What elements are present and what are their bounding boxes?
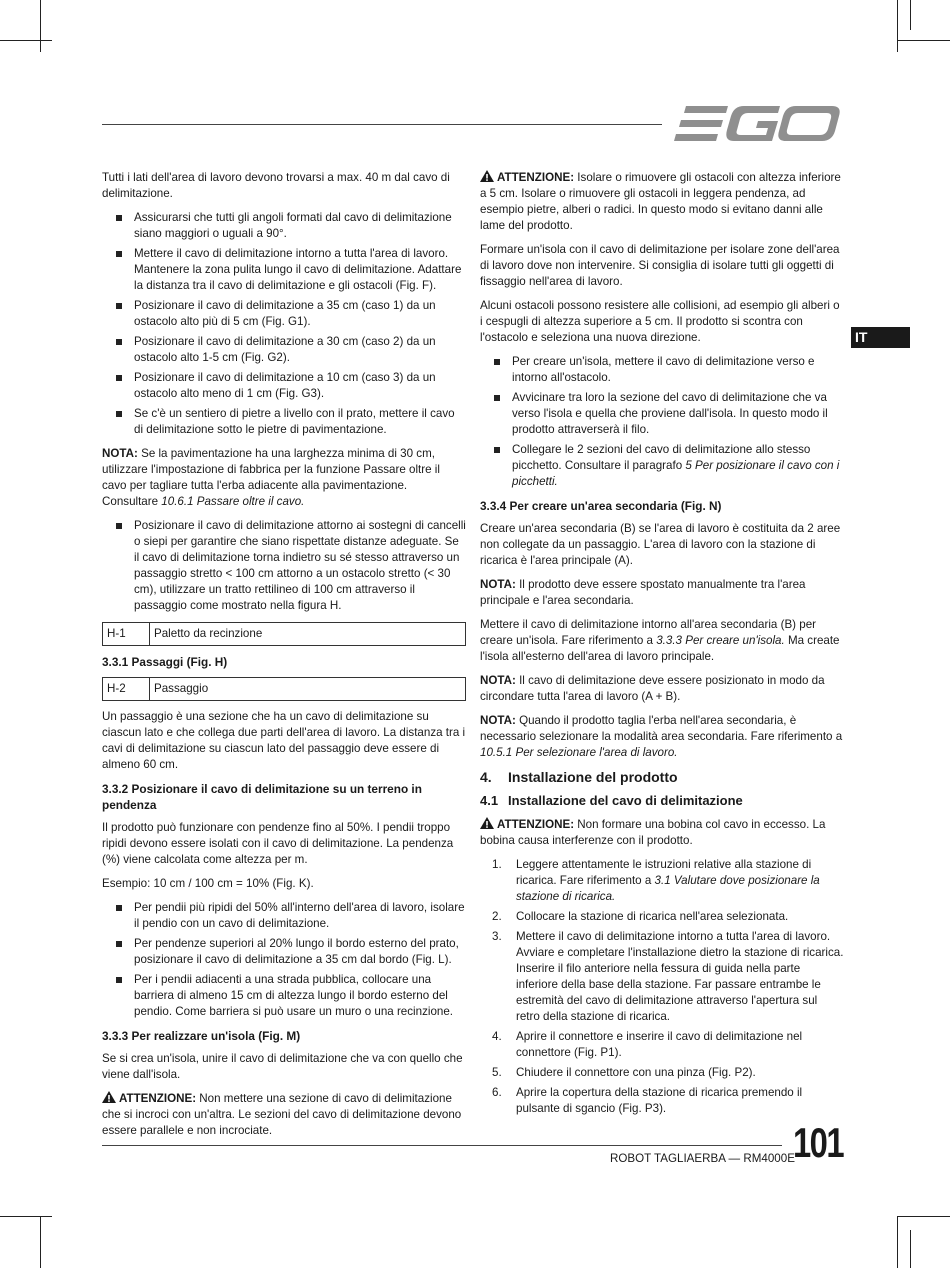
- table-row: [103, 678, 466, 701]
- body-text: Ma create l'isola all'esterno dell'area di lavoro principale.: [480, 634, 840, 663]
- intro-paragraph: Tutti i lati dell'area di lavoro devono trovarsi a max. 40 m dal cavo di delimitazione.: [102, 171, 450, 200]
- list-item: Per creare un'isola, mettere il cavo di delimitazione verso e intorno all'ostacolo.: [480, 354, 844, 386]
- warning-paragraph: [480, 170, 844, 234]
- list-item: [480, 1065, 844, 1081]
- warning-text: Isolare o rimuovere gli ostacoli con altezza inferiore a 5 cm. Isolare o rimuovere gli ostacoli in leggera pendenza, ad esempio pietre, alberi o radici. In questo modo si evitano danni alle lame del prodotto.: [480, 171, 841, 232]
- right-column: [480, 170, 844, 1121]
- step-number: 4.: [492, 1030, 502, 1043]
- warning-text: Non formare una bobina col cavo in eccesso. La bobina causa interferenze con il prodotto.: [480, 818, 826, 847]
- list-item: Assicurarsi che tutti gli angoli formati dal cavo di delimitazione siano maggiori o uguali a 90°.: [102, 210, 466, 242]
- list-item-text: Collegare le 2 sezioni del cavo di delimitazione allo stesso picchetto. Consultare il paragrafo: [512, 443, 811, 472]
- list-item: Se c'è un sentiero di pietre a livello con il prato, mettere il cavo di delimitazione sotto le pietre di pavimentazione.: [102, 406, 466, 438]
- crop-mark: [910, 0, 911, 30]
- section-heading: 3.3.4 Per creare un'area secondaria (Fig. N): [480, 499, 722, 513]
- note-paragraph: [480, 673, 844, 705]
- list-item: Posizionare il cavo di delimitazione a 10 cm (caso 3) da un ostacolo alto meno di 1 cm (Fig. G3).: [102, 370, 466, 402]
- cross-reference: 3.3.3 Per creare un'isola.: [656, 634, 785, 647]
- step-text: Aprire il connettore e inserire il cavo di delimitazione nel connettore (Fig. P1).: [516, 1030, 803, 1059]
- example-paragraph: Esempio: 10 cm / 100 cm = 10% (Fig. K).: [102, 877, 314, 890]
- warning-paragraph: [480, 817, 844, 849]
- note-paragraph: [480, 577, 844, 609]
- cross-reference: 5 Per posizionare il cavo con i picchetti.: [512, 459, 840, 488]
- numbered-list: [480, 857, 844, 1117]
- footer-model: ROBOT TAGLIAERBA — RM4000E: [610, 1152, 795, 1165]
- body-paragraph: [480, 617, 844, 665]
- bullet-list: [480, 354, 844, 490]
- section-heading: 3.3.2 Posizionare il cavo di delimitazione su un terreno in pendenza: [102, 782, 422, 812]
- bullet-list: [102, 518, 466, 614]
- page-number: 101: [793, 1119, 843, 1166]
- body-paragraph: Il prodotto può funzionare con pendenze fino al 50%. I pendii troppo ripidi devono essere isolati con il cavo di delimitazione. La pendenza (%) viene calcolata come altezza per m.: [102, 821, 454, 866]
- step-number: 6.: [492, 1086, 502, 1099]
- note-text: Quando il prodotto taglia l'erba nell'area secondaria, è necessario selezionare la modalità area secondaria. Fare riferimento a: [480, 714, 843, 743]
- step-text: Leggere attentamente le istruzioni relative alla stazione di ricarica. Fare riferimento a: [516, 858, 812, 887]
- warning-label: ATTENZIONE:: [119, 1092, 197, 1105]
- list-item: Posizionare il cavo di delimitazione a 30 cm (caso 2) da un ostacolo alto 1-5 cm (Fig. G2).: [102, 334, 466, 366]
- warning-label: ATTENZIONE:: [497, 818, 575, 831]
- list-item: Per pendenze superiori al 20% lungo il bordo esterno del prato, posizionare il cavo di delimitazione a 35 cm dal bordo (Fig. L).: [102, 936, 466, 968]
- body-text: Mettere il cavo di delimitazione intorno all'area secondaria (B) per creare un'isola. Fare riferimento a: [480, 618, 817, 647]
- step-text: Collocare la stazione di ricarica nell'area selezionata.: [516, 910, 789, 923]
- step-number: 3.: [492, 930, 502, 943]
- warning-icon: [102, 1091, 116, 1103]
- ego-logo: [672, 104, 842, 144]
- crop-mark: [897, 1216, 898, 1268]
- note-text: Il cavo di delimitazione deve essere posizionato in modo da circondare tutta l'area di lavoro (A + B).: [480, 674, 825, 703]
- list-item: Posizionare il cavo di delimitazione a 35 cm (caso 1) da un ostacolo alto più di 5 cm (Fig. G1).: [102, 298, 466, 330]
- crop-mark: [910, 1230, 911, 1268]
- section-heading: 3.3.3 Per realizzare un'isola (Fig. M): [102, 1029, 301, 1043]
- legend-code: H-1: [103, 623, 150, 646]
- subchapter-number: 4.1: [480, 793, 499, 808]
- note-label: NOTA:: [480, 674, 516, 687]
- list-item: [480, 1029, 844, 1061]
- note-paragraph: [102, 446, 466, 510]
- warning-icon: [480, 817, 494, 829]
- step-number: 1.: [492, 858, 502, 871]
- note-paragraph: [480, 713, 844, 761]
- left-column: [102, 170, 466, 1147]
- list-item: [480, 1085, 844, 1117]
- chapter-number: 4.: [480, 769, 492, 785]
- body-paragraph: Un passaggio è una sezione che ha un cavo di delimitazione su ciascun lato e che collega due parti dell'area di lavoro. La distanza tra i cavi di delimitazione su ciascun lato del passaggio deve essere di almeno 60 cm.: [102, 710, 466, 771]
- footer-rule: [102, 1145, 782, 1146]
- list-item: [480, 442, 844, 490]
- crop-mark: [40, 1216, 41, 1268]
- cross-reference: 3.1 Valutare dove posizionare la stazione di ricarica.: [516, 874, 820, 903]
- body-paragraph: Formare un'isola con il cavo di delimitazione per isolare zone dell'area di lavoro dove non intervenire. Si consiglia di isolare tutti gli oggetti di fissaggio nell'area di lavoro.: [480, 243, 840, 288]
- figure-legend-table: [102, 622, 466, 646]
- warning-text: Non mettere una sezione di cavo di delimitazione che si incroci con un'altra. Le sezioni del cavo di delimitazione devono essere parallele e non incrociate.: [102, 1092, 462, 1137]
- header-rule: [102, 124, 662, 125]
- note-label: NOTA:: [480, 578, 516, 591]
- crop-mark: [0, 1216, 52, 1217]
- step-number: 2.: [492, 910, 502, 923]
- crop-mark: [0, 40, 52, 41]
- legend-code: H-2: [103, 678, 150, 701]
- body-paragraph: Creare un'area secondaria (B) se l'area di lavoro è costituita da 2 aree non collegate da un passaggio. L'area di lavoro con la stazione di ricarica è l'area principale (A).: [480, 522, 841, 567]
- chapter-title: Installazione del prodotto: [508, 769, 678, 785]
- bullet-list: [102, 210, 466, 438]
- cross-reference: 10.6.1 Passare oltre il cavo.: [161, 495, 305, 508]
- list-item: [480, 909, 844, 925]
- body-paragraph: Se si crea un'isola, unire il cavo di delimitazione che va con quello che viene dall'isola.: [102, 1052, 463, 1081]
- list-item: Posizionare il cavo di delimitazione attorno ai sostegni di cancelli o siepi per garantire che siano rispettate distanze adeguate. Se il cavo di delimitazione torna indietro su sé stesso attraverso un passaggio stretto < 100 cm attorno a un ostacolo stretto (< 30 cm), utilizzare un tratto rettilineo di 100 cm attraverso il passaggio come mostrato nella figura H.: [102, 518, 466, 614]
- subchapter-heading: [480, 793, 844, 809]
- list-item: [480, 929, 844, 1025]
- step-number: 5.: [492, 1066, 502, 1079]
- list-item: [480, 857, 844, 905]
- list-item: Mettere il cavo di delimitazione intorno a tutta l'area di lavoro. Mantenere la zona pulita lungo il cavo di delimitazione. Adattare la distanza tra il cavo di delimitazione e gli ostacoli (Fig. F).: [102, 246, 466, 294]
- crop-mark: [40, 0, 41, 52]
- language-tab: IT: [851, 327, 910, 348]
- cross-reference: 10.5.1 Per selezionare l'area di lavoro.: [480, 746, 678, 759]
- step-text: Aprire la copertura della stazione di ricarica premendo il pulsante di sgancio (Fig. P3).: [516, 1086, 803, 1115]
- crop-mark: [897, 40, 950, 41]
- legend-label: Paletto da recinzione: [150, 623, 466, 646]
- note-text: Il prodotto deve essere spostato manualmente tra l'area principale e l'area secondaria.: [480, 578, 806, 607]
- subchapter-title: Installazione del cavo di delimitazione: [508, 793, 743, 808]
- list-item: Per i pendii adiacenti a una strada pubblica, collocare una barriera di almeno 15 cm di altezza lungo il bordo esterno del pendio. Come barriera si può usare un muro o una recinzione.: [102, 972, 466, 1020]
- note-label: NOTA:: [102, 447, 138, 460]
- section-heading: 3.3.1 Passaggi (Fig. H): [102, 655, 228, 669]
- warning-label: ATTENZIONE:: [497, 171, 575, 184]
- bullet-list: [102, 900, 466, 1020]
- body-paragraph: Alcuni ostacoli possono resistere alle collisioni, ad esempio gli alberi o i cespugli di altezza superiore a 5 cm. Il prodotto si scontra con l'ostacolo e seleziona una nuova direzione.: [480, 299, 840, 344]
- figure-legend-table: [102, 677, 466, 701]
- crop-mark: [897, 0, 898, 52]
- step-text: Chiudere il connettore con una pinza (Fig. P2).: [516, 1066, 756, 1079]
- legend-label: Passaggio: [150, 678, 466, 701]
- list-item: Avvicinare tra loro la sezione del cavo di delimitazione che va verso l'isola e quella che proviene dall'isola. In questo modo il prodotto attraverserà il filo.: [480, 390, 844, 438]
- chapter-heading: [480, 769, 844, 785]
- note-label: NOTA:: [480, 714, 516, 727]
- warning-icon: [480, 170, 494, 182]
- step-text: Mettere il cavo di delimitazione intorno a tutta l'area di lavoro. Avviare e completare l'installazione dietro la stazione di ricarica. Inserire il filo anteriore nella fessura di guida nella parte inferiore della base della stazione. Far passare entrambe le estremità del cavo di delimitazione attraverso l'apertura sul retro della stazione di ricarica.: [516, 930, 844, 1023]
- list-item: Per pendii più ripidi del 50% all'interno dell'area di lavoro, isolare il pendio con un cavo di delimitazione.: [102, 900, 466, 932]
- table-row: [103, 623, 466, 646]
- crop-mark: [897, 1216, 950, 1217]
- warning-paragraph: [102, 1091, 466, 1139]
- note-text: Se la pavimentazione ha una larghezza minima di 30 cm, utilizzare l'impostazione di fabbrica per la funzione Passare oltre il cavo per tagliare tutta l'erba adiacente alla pavimentazione. Consultare: [102, 447, 440, 508]
